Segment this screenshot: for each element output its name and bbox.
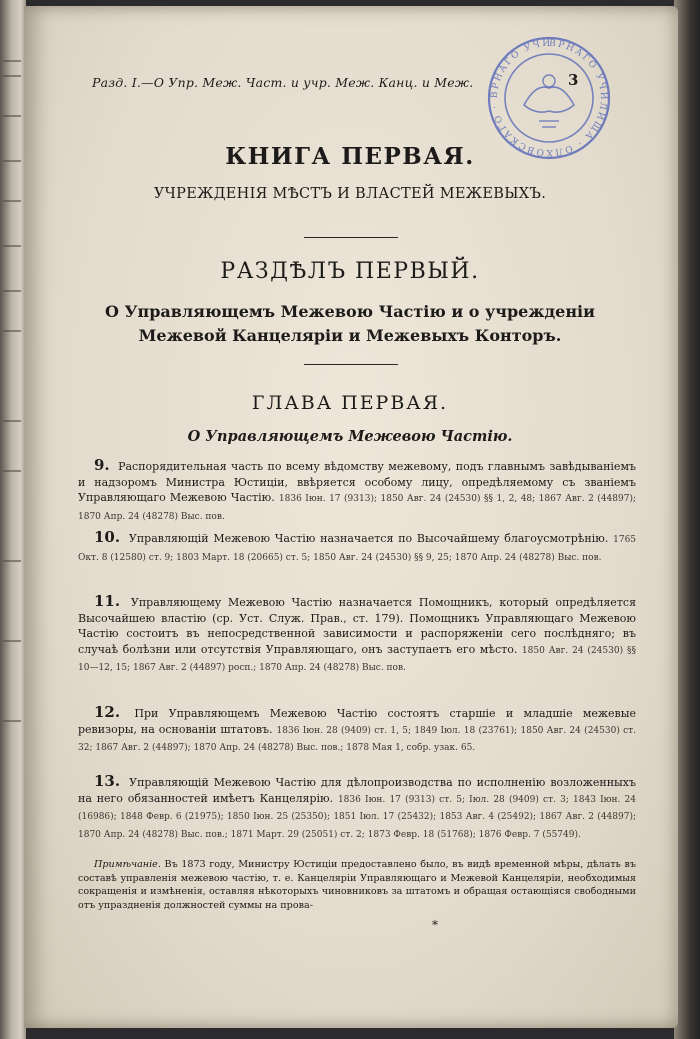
article-refs: 1836 Іюн. 17 (9313) ст. 5; Іюл. 28 (9409) ст. 3; 1843 Іюн. 24 (16986); 1848 Февр. 6 (21975); 1850 Іюн. 25 (25350); 1851 Іюл. 17 (25432); 1853 Авг. 4 (25492); 1867 Авг. 2 (44897); 1870 Апр. 24 (48278) Выс. пов.; 1871 Март. 29 (25051) ст. 2; 1873 Февр. 18 (51768); 1876 Февр. 7 (55749). <box>78 794 636 840</box>
svg-text:ВРНАГО УЧИЛИЩА · ОЛХОВСКАГО ·: ВРНАГО УЧИЛИЩА · ОЛХОВСКАГО · ВРНАГО УЧИ <box>489 38 609 158</box>
article-text: При Управляющемъ Межевою Частію состоятъ старшіе и младшіе межевые ревизоры, на основаніи штатовъ. <box>78 707 637 736</box>
running-head-text: Разд. I.—О Упр. Меж. Част. и учр. Меж. Канц. и Меж. <box>92 75 474 90</box>
page-number: 3 <box>568 71 579 89</box>
chapter-title: ГЛАВА ПЕРВАЯ. <box>251 392 449 414</box>
article-13 <box>78 774 636 843</box>
article-9 <box>78 458 636 525</box>
section-subtitle-line1: О Управляющемъ Межевою Частію и о учрежденіи <box>105 302 595 321</box>
article-refs: 1765 Окт. 8 (12580) ст. 9; 1803 Март. 18 (20665) ст. 5; 1850 Авг. 24 (24530) §§ 9, 25; 1870 Апр. 24 (48278) Выс. пов. <box>78 535 637 563</box>
note-text: Въ 1873 году, Министру Юстиціи предоставлено было, въ видѣ временной мѣры, дѣлать въ составѣ управленія межевою частію, т. е. Канцеляріи Управляющаго и Межевой Канцеляріи, необходимыя сокращенія и измѣненія, оставляя нѣкоторыхъ чиновниковъ за штатомъ и обращая остающіяся свободными отъ упраздненія должностей суммы на прова- <box>78 859 636 911</box>
footer-mark: * <box>432 918 438 932</box>
article-12 <box>78 705 636 757</box>
book-title: КНИГА ПЕРВАЯ. <box>225 143 475 170</box>
article-number: 13. <box>94 772 121 790</box>
article-text: Распорядительная часть по всему вѣдомству межевому, подъ главнымъ завѣдываніемъ и надзоромъ Министра Юстиціи, ввѣряется особому лицу, опредѣляемому съ званіемъ Управляющаго Межевою Частію. <box>78 460 636 504</box>
section-subtitle-line2: Межевой Канцеляріи и Межевыхъ Конторъ. <box>138 326 562 345</box>
article-number: 11. <box>94 592 121 610</box>
article-number: 10. <box>94 528 121 546</box>
divider <box>304 237 398 238</box>
article-text: Управляющій Межевою Частію для дѣлопроизводства по исполненію возложенныхъ на него обязанностей имѣетъ Канцелярію. <box>78 776 636 805</box>
article-number: 12. <box>94 703 121 721</box>
article-refs: 1850 Авг. 24 (24530) §§ 10—12, 15; 1867 Авг. 2 (44897) росп.; 1870 Апр. 24 (48278) Выс. пов. <box>78 645 636 673</box>
divider <box>304 364 398 365</box>
note-lead: Примѣчаніе. <box>94 859 161 870</box>
article-11 <box>78 594 636 677</box>
article-text: Управляющій Межевою Частію назначается по Высочайшему благоусмотрѣнію. <box>128 532 609 545</box>
article-refs: 1836 Іюн. 17 (9313); 1850 Авг. 24 (24530) §§ 1, 2, 48; 1867 Авг. 2 (44897); 1870 Апр. 24 (48278) Выс. пов. <box>78 494 636 522</box>
book-subtitle: УЧРЕЖДЕНІЯ МѢСТЪ И ВЛАСТЕЙ МЕЖЕВЫХЪ. <box>153 186 547 202</box>
section-title: РАЗДѢЛЪ ПЕРВЫЙ. <box>220 259 480 284</box>
footnote <box>78 858 636 912</box>
section-subtitle <box>0 300 700 348</box>
article-number: 9. <box>94 456 110 474</box>
article-10 <box>78 530 636 566</box>
chapter-subtitle: О Управляющемъ Межевою Частію. <box>187 428 513 445</box>
article-refs: 1836 Іюн. 28 (9409) ст. 1, 5; 1849 Іюл. 18 (23761); 1850 Авг. 24 (24530) ст. 32; 1867 Авг. 2 (44897); 1870 Апр. 24 (48278) Выс. пов.; 1878 Мая 1, собр. узак. 65. <box>78 725 637 753</box>
article-text: Управляющему Межевою Частію назначается Помощникъ, который опредѣляется Высочайшею властію (ср. Уст. Служ. Прав., ст. 179). Помощникъ Управляющаго Межевою Частію состоитъ въ непосредственной зависимости и распоряженіи сего послѣдняго; въ случаѣ болѣзни или отсутствія Управляющаго, онъ заступаетъ его мѣсто. <box>78 596 637 656</box>
